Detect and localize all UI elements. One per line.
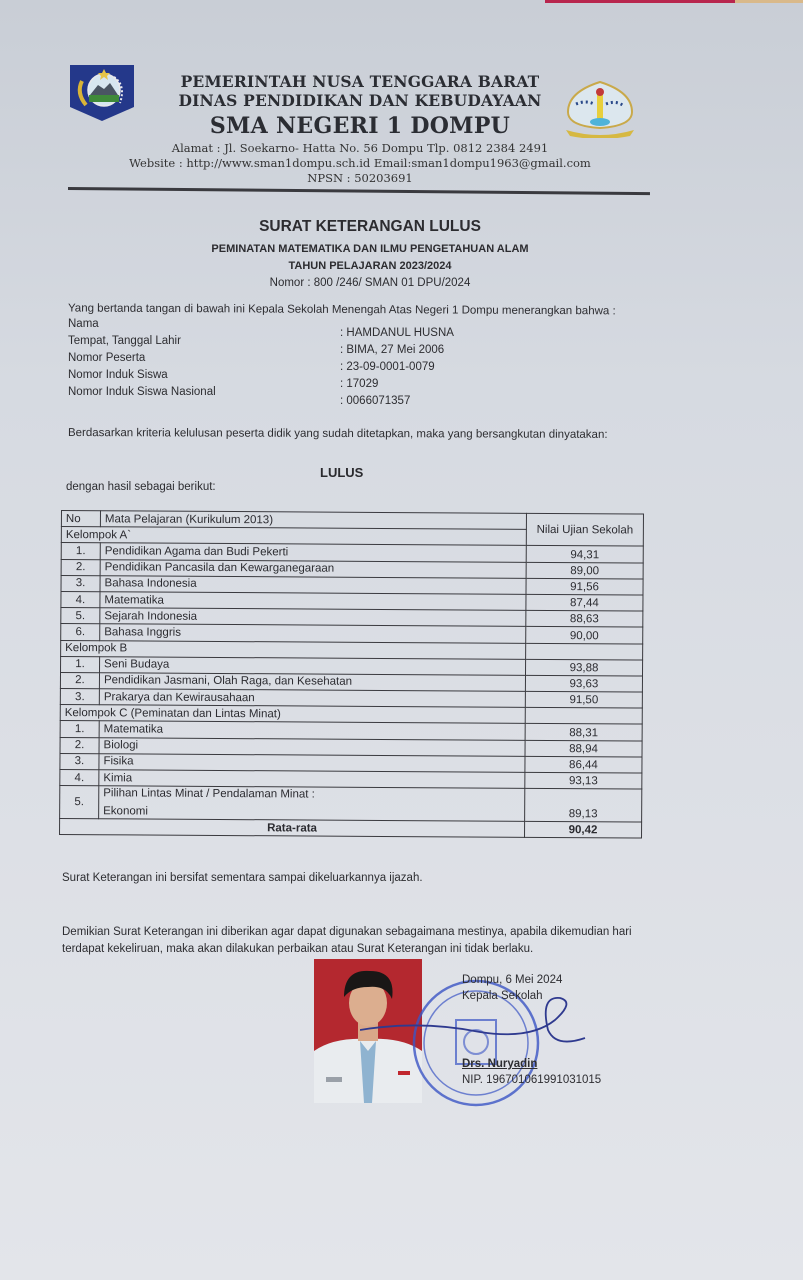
signatory-name: Drs. Nuryadin <box>462 1058 538 1070</box>
identity-label: Nomor Peserta <box>68 352 146 364</box>
letterhead-school-name: SMA NEGERI 1 DOMPU <box>209 113 511 139</box>
subject-name: Seni Budaya <box>100 656 526 675</box>
row-number: 4. <box>60 769 99 785</box>
group-label: Kelompok C (Peminatan dan Lintas Minat) <box>60 705 525 724</box>
row-number: 6. <box>61 624 100 640</box>
row-number: 1. <box>61 656 100 672</box>
row-number: 2. <box>61 559 100 575</box>
identity-row-nisn <box>68 386 488 407</box>
row-number: 5. <box>60 786 99 819</box>
row-number: 5. <box>61 608 100 624</box>
row-number: 3. <box>60 753 99 769</box>
letterhead-divider <box>68 187 650 195</box>
temporary-note: Surat Keterangan ini bersifat sementara sampai dikeluarkannya ijazah. <box>62 872 423 884</box>
group-label: Kelompok B <box>61 640 526 659</box>
identity-row-exam-number <box>68 352 488 373</box>
subject-name-line1: Pilihan Lintas Minat / Pendalaman Minat : <box>103 787 315 801</box>
intro-text: Yang bertanda tangan di bawah ini Kepala Sekolah Menengah Atas Negeri 1 Dompu menerangkan bahwa : <box>67 302 616 318</box>
signatory-nip: NIP. 196701061991031015 <box>462 1074 602 1086</box>
closing-text: Demikian Surat Keterangan ini diberikan agar dapat digunakan sebagaimana mestinya, apabila dikemudian hari terdapat kekeliruan, maka akan dilakukan perbaikan atau Surat Keterangan ini tidak berlaku. <box>62 926 632 955</box>
identity-row-name <box>68 318 488 339</box>
subject-score: 94,31 <box>526 546 643 563</box>
identity-value: : 17029 <box>340 378 379 390</box>
subject-name: Bahasa Indonesia <box>100 575 526 594</box>
identity-value: : 0066071357 <box>340 395 411 407</box>
subject-score: 86,44 <box>525 756 642 773</box>
row-number: 2. <box>60 737 99 753</box>
identity-label: Nama <box>68 318 99 330</box>
group-score-empty <box>525 708 642 725</box>
subject-score: 88,63 <box>526 610 643 627</box>
subject-score: 87,44 <box>526 594 643 611</box>
identity-row-nis <box>68 369 488 390</box>
identity-value: : HAMDANUL HUSNA <box>340 327 454 339</box>
subject-name: Matematika <box>99 721 525 740</box>
document-title-block <box>160 217 580 291</box>
subject-name: Matematika <box>100 592 526 611</box>
row-number: 3. <box>60 689 99 705</box>
results-intro: dengan hasil sebagai berikut: <box>66 481 216 493</box>
dompu-regency-emblem-icon <box>562 78 638 138</box>
document-academic-year: TAHUN PELAJARAN 2023/2024 <box>288 260 452 272</box>
document-title: SURAT KETERANGAN LULUS <box>259 218 481 235</box>
group-score-empty <box>526 643 643 660</box>
graduation-status: LULUS <box>320 465 364 480</box>
document-program: PEMINATAN MATEMATIKA DAN ILMU PENGETAHUAN ALAM <box>211 243 529 255</box>
letterhead-website-email: Website : http://www.sman1dompu.sch.id Email:sman1dompu1963@gmail.com <box>129 156 591 170</box>
subject-score: 88,94 <box>525 740 642 757</box>
signature-position: Kepala Sekolah <box>462 990 543 1002</box>
header-score: Nilai Ujian Sekolah <box>526 513 643 546</box>
subject-name-line2: Ekonomi <box>103 805 148 818</box>
document-number: Nomor : 800 /246/ SMAN 01 DPU/2024 <box>269 277 471 289</box>
subject-name: Biologi <box>99 737 525 756</box>
letterhead-government: PEMERINTAH NUSA TENGGARA BARAT <box>180 72 540 91</box>
row-number: 2. <box>60 672 99 688</box>
subject-score: 93,63 <box>525 675 642 692</box>
student-identity <box>68 318 488 407</box>
subject-name: Pendidikan Pancasila dan Kewarganegaraan <box>100 559 526 578</box>
letterhead-address: Alamat : Jl. Soekarno- Hatta No. 56 Dompu Tlp. 0812 2384 2491 <box>171 141 549 155</box>
subject-score: 89,13 <box>525 789 642 823</box>
average-row <box>60 819 642 839</box>
subject-name: Prakarya dan Kewirausahaan <box>99 689 525 708</box>
subject-score: 91,56 <box>526 578 643 595</box>
header-no: No <box>61 511 100 527</box>
table-row <box>60 786 642 823</box>
criteria-text: Berdasarkan kriteria kelulusan peserta didik yang sudah ditetapkan, maka yang bersangkutan dinyatakan: <box>67 426 608 441</box>
subject-name: Sejarah Indonesia <box>100 608 526 627</box>
identity-row-birth <box>68 335 488 356</box>
group-label: Kelompok A` <box>61 527 526 546</box>
identity-label: Nomor Induk Siswa <box>68 369 168 381</box>
row-number: 3. <box>61 575 100 591</box>
subject-name: Pendidikan Jasmani, Olah Raga, dan Kesehatan <box>99 673 525 692</box>
identity-value: : 23-09-0001-0079 <box>340 361 435 373</box>
identity-label: Tempat, Tanggal Lahir <box>68 335 181 347</box>
average-value: 90,42 <box>525 822 642 839</box>
subject-score: 93,13 <box>525 772 642 789</box>
row-number: 1. <box>60 721 99 737</box>
row-number: 1. <box>61 543 100 559</box>
subject-name: Kimia <box>99 770 525 789</box>
identity-label: Nomor Induk Siswa Nasional <box>68 386 216 398</box>
subject-score: 90,00 <box>526 627 643 644</box>
average-label: Rata-rata <box>60 819 525 838</box>
subject-name: Fisika <box>99 754 525 773</box>
grades-table <box>59 510 644 839</box>
subject-score: 89,00 <box>526 562 643 579</box>
subject-score: 91,50 <box>525 691 642 708</box>
letterhead <box>120 72 600 186</box>
signature-place-date: Dompu, 6 Mei 2024 <box>462 974 563 986</box>
subject-score: 88,31 <box>525 724 642 741</box>
letterhead-npsn: NPSN : 50203691 <box>307 171 413 185</box>
row-number: 4. <box>61 591 100 607</box>
letterhead-department: DINAS PENDIDIKAN DAN KEBUDAYAAN <box>178 91 542 110</box>
subject-score: 93,88 <box>525 659 642 676</box>
subject-name: Bahasa Inggris <box>100 624 526 643</box>
identity-value: : BIMA, 27 Mei 2006 <box>340 344 445 356</box>
signature-block <box>462 972 601 1088</box>
subject-name: Pendidikan Agama dan Budi Pekerti <box>100 543 526 562</box>
header-subject: Mata Pelajaran (Kurikulum 2013) <box>100 511 526 530</box>
subject-name <box>99 786 525 822</box>
